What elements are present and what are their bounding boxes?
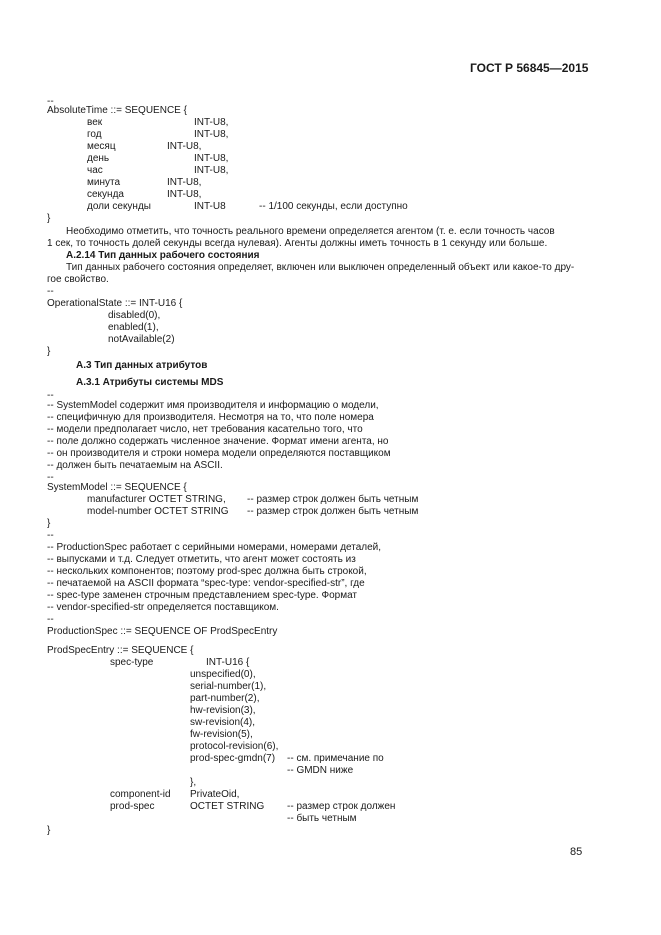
closing-brace: } bbox=[47, 825, 51, 836]
field-comment: -- быть четным bbox=[287, 813, 357, 824]
field-type: PrivateOid, bbox=[190, 789, 240, 800]
field-type: INT-U8, bbox=[167, 189, 202, 200]
enum-value: protocol-revision(6), bbox=[190, 741, 279, 752]
comment-line: -- ProductionSpec работает с серийными номерами, номерами деталей, bbox=[47, 542, 382, 553]
comment-line: -- он производителя и строки номера модели определяются поставщиком bbox=[47, 448, 391, 459]
field-comment: -- размер строк должен быть четным bbox=[247, 506, 419, 517]
field-name: минута bbox=[87, 177, 121, 188]
closing-brace: } bbox=[47, 518, 51, 529]
field-name: доли секунды bbox=[87, 201, 151, 212]
section-heading: A.3 Тип данных атрибутов bbox=[76, 360, 208, 371]
comment-line: -- поле должно содержать численное значение. Формат имени агента, но bbox=[47, 436, 389, 447]
paragraph-line: 1 сек, то точность долей секунды всегда нулевая). Агенты должны иметь точность в 1 секунду или больше. bbox=[47, 238, 548, 249]
comment-line: -- bbox=[47, 390, 54, 401]
paragraph-line: гое свойство. bbox=[47, 274, 109, 285]
field-comment: -- размер строк должен bbox=[287, 801, 396, 812]
section-heading: A.2.14 Тип данных рабочего состояния bbox=[66, 250, 260, 261]
absolute-time-declaration: AbsoluteTime ::= SEQUENCE { bbox=[47, 105, 187, 116]
dash-line: -- bbox=[47, 96, 54, 107]
field-type: INT-U8, bbox=[194, 165, 229, 176]
closing-brace: } bbox=[47, 213, 51, 224]
dash-line: -- bbox=[47, 286, 54, 297]
operational-state-declaration: OperationalState ::= INT-U16 { bbox=[47, 298, 183, 309]
field-declaration: model-number OCTET STRING bbox=[87, 506, 229, 517]
enum-value: serial-number(1), bbox=[190, 681, 267, 692]
field-comment: -- см. примечание по bbox=[287, 753, 384, 764]
enum-value: fw-revision(5), bbox=[190, 729, 253, 740]
closing-brace: } bbox=[47, 346, 51, 357]
field-name: год bbox=[87, 129, 102, 140]
prod-spec-entry-declaration: ProdSpecEntry ::= SEQUENCE { bbox=[47, 645, 194, 656]
field-name: prod-spec bbox=[110, 801, 155, 812]
enum-value: unspecified(0), bbox=[190, 669, 256, 680]
subsection-heading: A.3.1 Атрибуты системы MDS bbox=[76, 377, 224, 388]
comment-line: -- vendor-specified-str определяется поставщиком. bbox=[47, 602, 279, 613]
field-type: INT-U8, bbox=[194, 117, 229, 128]
field-type: INT-U16 { bbox=[206, 657, 250, 668]
enum-value: disabled(0), bbox=[108, 310, 161, 321]
field-name: день bbox=[87, 153, 110, 164]
comment-line: -- должен быть печатаемым на ASCII. bbox=[47, 460, 223, 471]
field-name: секунда bbox=[87, 189, 124, 200]
field-declaration: manufacturer OCTET STRING, bbox=[87, 494, 226, 505]
enum-value: part-number(2), bbox=[190, 693, 260, 704]
field-type: INT-U8, bbox=[167, 141, 202, 152]
comment-line: -- spec-type заменен строчным представлением spec-type. Формат bbox=[47, 590, 358, 601]
field-comment: -- размер строк должен быть четным bbox=[247, 494, 419, 505]
enum-value: notAvailable(2) bbox=[108, 334, 175, 345]
field-comment: -- GMDN ниже bbox=[287, 765, 354, 776]
page-number: 85 bbox=[570, 846, 583, 858]
paragraph-line: Необходимо отметить, что точность реального времени определяется агентом (т. е. если точность часов bbox=[66, 226, 555, 237]
document-header: ГОСТ Р 56845—2015 bbox=[470, 61, 589, 75]
comment-line: -- bbox=[47, 614, 54, 625]
enum-value: enabled(1), bbox=[108, 322, 159, 333]
comment-line: -- специфичную для производителя. Несмотря на то, что поле номера bbox=[47, 412, 374, 423]
field-name: век bbox=[87, 117, 103, 128]
field-name: component-id bbox=[110, 789, 171, 800]
comment-line: -- SystemModel содержит имя производителя и информацию о модели, bbox=[47, 400, 379, 411]
field-name: spec-type bbox=[110, 657, 154, 668]
system-model-declaration: SystemModel ::= SEQUENCE { bbox=[47, 482, 187, 493]
field-type: INT-U8, bbox=[194, 129, 229, 140]
comment-line: -- модели предполагает число, нет требования касательно того, что bbox=[47, 424, 363, 435]
comment-line: -- печатаемой на ASCII формата “spec-type: vendor-specified-str”, где bbox=[47, 578, 365, 589]
field-type: INT-U8 bbox=[194, 201, 226, 212]
enum-value: sw-revision(4), bbox=[190, 717, 256, 728]
comment-line: -- нескольких компонентов; поэтому prod-spec должна быть строкой, bbox=[47, 566, 367, 577]
field-name: час bbox=[87, 165, 103, 176]
comment-line: -- bbox=[47, 530, 54, 541]
enum-value: prod-spec-gmdn(7) bbox=[190, 753, 276, 764]
field-comment: -- 1/100 секунды, если доступно bbox=[259, 201, 408, 212]
closing-brace: }, bbox=[190, 777, 197, 788]
field-type: INT-U8, bbox=[194, 153, 229, 164]
field-name: месяц bbox=[87, 141, 116, 152]
comment-line: -- bbox=[47, 472, 54, 483]
enum-value: hw-revision(3), bbox=[190, 705, 256, 716]
paragraph-line: Тип данных рабочего состояния определяет, включен или выключен определенный объект или какое-то дру- bbox=[66, 262, 575, 273]
field-type: OCTET STRING bbox=[190, 801, 265, 812]
field-type: INT-U8, bbox=[167, 177, 202, 188]
production-spec-declaration: ProductionSpec ::= SEQUENCE OF ProdSpecEntry bbox=[47, 626, 278, 637]
comment-line: -- выпусками и т.д. Следует отметить, что агент может состоять из bbox=[47, 554, 356, 565]
